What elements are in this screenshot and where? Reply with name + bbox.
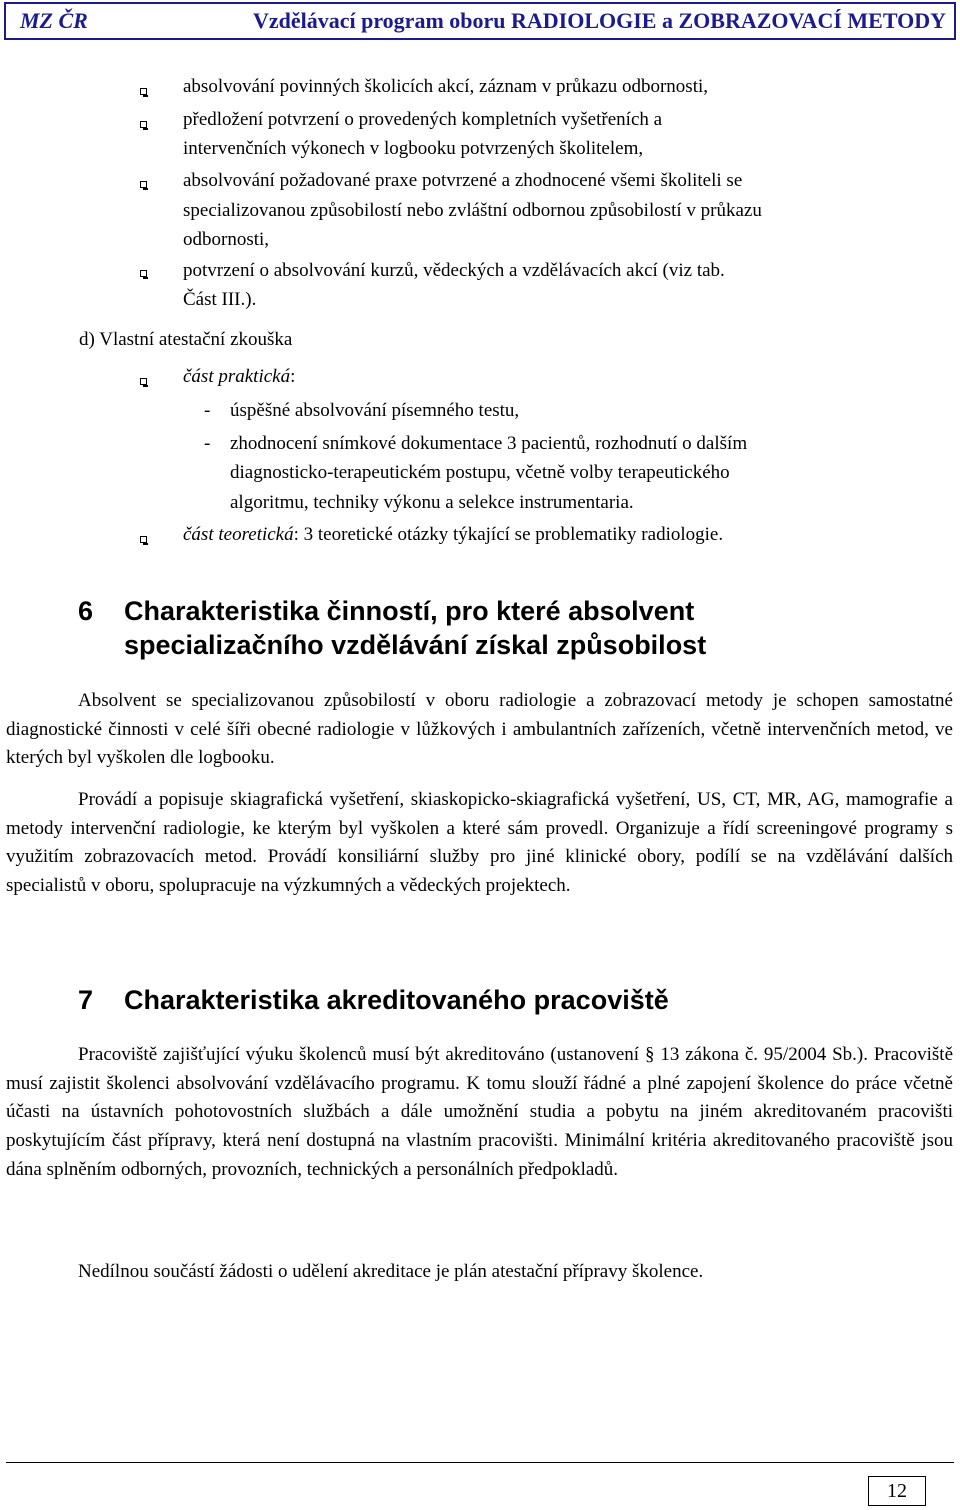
- practical-item: zhodnocení snímkové dokumentace 3 pacientů, rozhodnutí o dalším: [230, 433, 748, 454]
- practical-item-cont: diagnosticko-terapeutickém postupu, včetně volby terapeutického: [230, 462, 730, 483]
- section-6-paragraph-2: Provádí a popisuje skiagrafická vyšetření, skiaskopicko-skiagrafická vyšetření, US, CT, MR, AG, mamografie a metody intervenční radiologie, ke kterým byl vyškolen a které sám provedl. Organizuje a řídí screeningové programy s využitím zobrazovacích metod. Provádí konsiliární služby pro jiné klinické obory, podílí se na vzdělávání dalších specialistů v oboru, spolupracuje na výzkumných a vědeckých projektech.: [6, 789, 953, 897]
- list-item: absolvování povinných školicích akcí, záznam v průkazu odbornosti,: [183, 76, 709, 97]
- page-number: 12: [868, 1476, 926, 1506]
- section-7-heading: [78, 983, 938, 1019]
- practical-item: úspěšné absolvování písemného testu,: [230, 400, 520, 421]
- bullet-icon: [140, 181, 147, 188]
- section-d-heading: d) Vlastní atestační zkouška: [79, 329, 293, 350]
- list-item: předložení potvrzení o provedených kompletních vyšetřeních a: [183, 109, 663, 130]
- list-item: absolvování požadované praxe potvrzené a zhodnocené všemi školiteli se: [183, 170, 743, 191]
- list-item: potvrzení o absolvování kurzů, vědeckých a vzdělávacích akcí (viz tab.: [183, 260, 725, 281]
- dash-icon: -: [204, 433, 211, 454]
- header-ministry: MZ ČR: [20, 8, 88, 33]
- section-title: Charakteristika činností, pro které absolvent specializačního vzdělávání získal způsobilost: [124, 596, 707, 660]
- bullet-icon: [140, 270, 147, 277]
- bullet-icon: [140, 536, 147, 543]
- list-item-cont: odbornosti,: [183, 229, 270, 250]
- section-title: Charakteristika akreditovaného pracoviště: [124, 985, 669, 1015]
- list-item-cont: specializovanou způsobilostí nebo zvláštní odbornou způsobilostí v průkazu: [183, 200, 762, 221]
- practical-item-cont: algoritmu, techniky výkonu a selekce instrumentaria.: [230, 492, 634, 513]
- footer-divider: [6, 1462, 954, 1463]
- dash-icon: -: [204, 400, 211, 421]
- section-7-paragraph-1: Pracoviště zajišťující výuku školenců musí být akreditováno (ustanovení § 13 zákona č. 95/2004 Sb.). Pracoviště musí zajistit školenci absolvování vzdělávacího programu. K tomu slouží řádné a plné zapojení školence do práce včetně účasti na ústavních pohotovostních službách a dále umožnění studia a pobytu na jiném akreditovaném pracovišti poskytujícím část přípravy, která není dostupná na vlastním pracovišti. Minimální kritéria akreditovaného pracoviště jsou dána splněním odborných, provozních, technických a personálních předpokladů.: [6, 1044, 953, 1180]
- section-6-heading: [78, 594, 938, 664]
- bullet-icon: [140, 88, 147, 95]
- bullet-icon: [140, 121, 147, 128]
- list-item-cont: intervenčních výkonech v logbooku potvrzených školitelem,: [183, 138, 644, 159]
- section-6-paragraph-1: Absolvent se specializovanou způsobilostí v oboru radiologie a zobrazovací metody je schopen samostatné diagnostické činnosti v celé šíři obecné radiologie v lůžkových i ambulantních zařízeních, včetně intervenčních metod, ve kterých byl vyškolen dle logbooku.: [6, 690, 953, 769]
- page-header: [4, 2, 956, 40]
- section-number: 6: [78, 596, 94, 626]
- header-program-title: Vzdělávací program oboru RADIOLOGIE a ZOBRAZOVACÍ METODY: [252, 8, 946, 33]
- section-7-paragraph-2: Nedílnou součástí žádosti o udělení akreditace je plán atestační přípravy školence.: [78, 1261, 704, 1282]
- bullet-icon: [140, 378, 147, 385]
- list-item-cont: Část III.).: [183, 289, 257, 310]
- section-number: 7: [78, 985, 94, 1015]
- practical-label: část praktická:: [183, 366, 296, 387]
- theoretical-item: část teoretická: 3 teoretické otázky týkající se problematiky radiologie.: [183, 524, 724, 545]
